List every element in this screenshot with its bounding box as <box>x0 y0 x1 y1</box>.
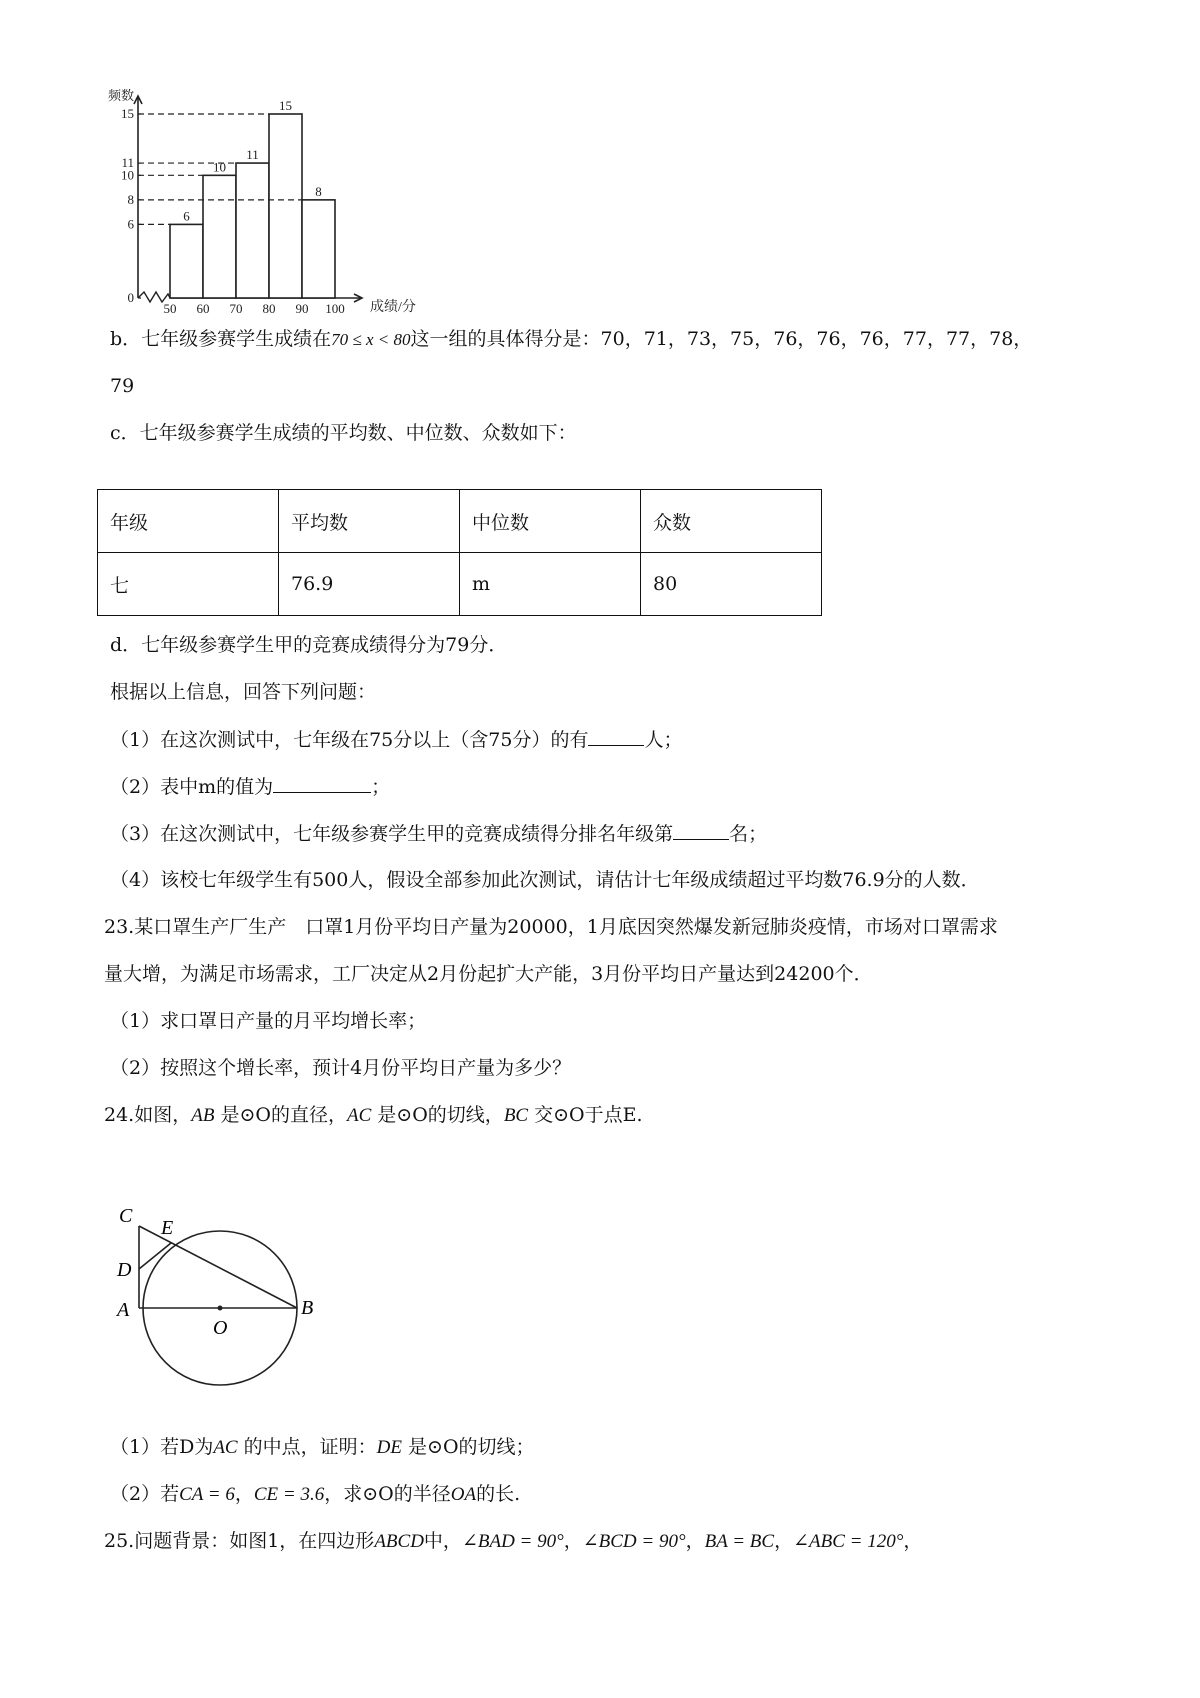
label-c: C <box>119 1205 133 1227</box>
y-tick-label: 11 <box>121 155 134 171</box>
q24-part2-c: ，求⊙O的半径 <box>324 1483 451 1505</box>
q24-part2-b: ， <box>234 1483 254 1505</box>
y-tick-label: 6 <box>127 216 134 232</box>
stats-table <box>97 489 822 616</box>
answer-blank[interactable] <box>273 774 371 793</box>
q22-part1-text: （1）在这次测试中，七年级在75分以上（含75分）的有 <box>110 729 589 751</box>
q25-stem-b: 中， <box>423 1530 462 1552</box>
q22-part1 <box>110 727 682 752</box>
q25-equal-sides: BA = BC <box>704 1531 775 1552</box>
answer-blank[interactable] <box>588 727 644 746</box>
q24-segment-bc: BC <box>503 1105 529 1126</box>
point-o <box>218 1306 223 1311</box>
chart-ylabel: 频数 <box>108 88 135 103</box>
label-d: D <box>117 1259 132 1281</box>
table-header-cell: 中位数 <box>460 490 641 553</box>
y-tick-label: 8 <box>127 191 134 207</box>
x-tick-label: 100 <box>325 301 345 316</box>
x-tick-label: 50 <box>163 301 177 316</box>
bar <box>302 200 335 298</box>
q25-stem-a: 25.问题背景：如图1，在四边形 <box>104 1530 375 1552</box>
table-header-cell: 平均数 <box>279 490 460 553</box>
table-header-cell: 年级 <box>98 490 279 553</box>
label-o: O <box>213 1317 228 1339</box>
q24-part2-oa: OA <box>450 1484 477 1505</box>
bar <box>170 224 203 298</box>
para-b-inequality: 70 ≤ x < 80 <box>331 330 411 349</box>
q24-part2-d: 的长. <box>476 1483 521 1505</box>
answer-blank[interactable] <box>673 821 729 840</box>
q23-part1: （1）求口罩日产量的月平均增长率； <box>110 1010 427 1032</box>
q25-sep: ， <box>774 1530 794 1552</box>
x-tick-label: 70 <box>229 301 243 316</box>
label-e: E <box>161 1217 174 1239</box>
segment-de <box>139 1243 171 1269</box>
q25-sep: ， <box>685 1530 705 1552</box>
y-tick-label: 0 <box>127 290 134 305</box>
bar <box>269 114 302 298</box>
q22-part3-text: （3）在这次测试中，七年级参赛学生甲的竞赛成绩得分排名年级第 <box>110 823 674 845</box>
q24-part1-de: DE <box>376 1437 402 1458</box>
label-a: A <box>117 1299 130 1321</box>
q22-part2-end: ； <box>371 776 391 798</box>
y-tick-label: 10 <box>121 167 134 183</box>
bar <box>203 175 236 298</box>
q25-sep: ， <box>903 1530 923 1552</box>
table-cell: 76.9 <box>279 553 460 616</box>
q22-part3-end: 名； <box>729 823 768 845</box>
table-header-cell: 众数 <box>641 490 822 553</box>
x-tick-label: 90 <box>295 301 309 316</box>
q25-sep: ， <box>563 1530 583 1552</box>
histogram-chart <box>100 82 460 322</box>
q25-angle-abc: ∠ABC = 120° <box>793 1531 904 1552</box>
bar <box>236 163 269 298</box>
chart-xlabel: 成绩/分 <box>370 300 416 315</box>
q22-part2 <box>110 774 390 799</box>
q24-part1-c: 是⊙O的切线； <box>401 1436 535 1458</box>
q25-stem <box>104 1529 922 1554</box>
circle-tangent-figure <box>105 1200 330 1400</box>
q24-stem-b: 是⊙O的直径， <box>214 1104 347 1126</box>
q25-angle-bcd: ∠BCD = 90° <box>582 1531 686 1552</box>
table-cell: m <box>460 553 641 616</box>
bar-value-label: 11 <box>246 147 259 163</box>
para-b-post: 这一组的具体得分是：70，71，73，75，76，76，76，77，77，78， <box>410 328 1033 350</box>
x-tick-label: 60 <box>196 301 210 316</box>
q22-part3 <box>110 821 767 846</box>
x-tick-label: 80 <box>262 301 276 316</box>
q24-part1-ac: AC <box>213 1437 238 1458</box>
q25-quad: ABCD <box>374 1531 424 1552</box>
bar-value-label: 10 <box>213 159 226 175</box>
q24-stem-c: 是⊙O的切线， <box>371 1104 504 1126</box>
q24-part2-ca: CA = 6 <box>179 1484 235 1505</box>
q24-segment-ab: AB <box>191 1105 215 1126</box>
q23-text-line1: 23.某口罩生产厂生产 口罩1月份平均日产量为20000，1月底因突然爆发新冠肺炎疫情，市场对口罩需求 <box>104 916 998 938</box>
table-row <box>98 553 822 616</box>
q24-part2 <box>110 1482 520 1507</box>
table-header-row <box>98 490 822 553</box>
para-b-cont: 79 <box>110 375 135 397</box>
q23-part2: （2）按照这个增长率，预计4月份平均日产量为多少？ <box>110 1057 572 1079</box>
q22-part4: （4）该校七年级学生有500人，假设全部参加此次测试，请估计七年级成绩超过平均数76.9分的人数． <box>110 869 980 891</box>
q23-text-line2: 量大增，为满足市场需求，工厂决定从2月份起扩大产能，3月份平均日产量达到24200个． <box>104 963 873 985</box>
q24-part2-ce: CE = 3.6 <box>253 1484 325 1505</box>
q24-part2-a: （2）若 <box>110 1483 180 1505</box>
q24-stem-a: 24.如图， <box>104 1104 192 1126</box>
q24-stem-d: 交⊙O于点E. <box>528 1104 643 1126</box>
para-c: c．七年级参赛学生成绩的平均数、中位数、众数如下： <box>110 422 577 444</box>
bar-value-label: 15 <box>279 98 292 113</box>
para-b <box>110 327 1032 352</box>
para-d: d．七年级参赛学生甲的竞赛成绩得分为79分． <box>110 634 508 656</box>
bar-value-label: 8 <box>315 183 322 199</box>
q22-part2-text: （2）表中m的值为 <box>110 776 274 798</box>
intro-text: 根据以上信息，回答下列问题： <box>110 681 377 703</box>
label-b: B <box>301 1297 314 1319</box>
q24-segment-ac: AC <box>346 1105 372 1126</box>
q24-part1 <box>110 1435 535 1460</box>
q24-part1-b: 的中点，证明： <box>237 1436 377 1458</box>
table-cell: 80 <box>641 553 822 616</box>
q25-angle-bad: ∠BAD = 90° <box>461 1531 564 1552</box>
para-b-pre: b．七年级参赛学生成绩在 <box>110 328 332 350</box>
table-cell: 七 <box>98 553 279 616</box>
bar-value-label: 6 <box>183 208 190 224</box>
q22-part1-end: 人； <box>644 729 683 751</box>
q24-stem <box>104 1103 643 1128</box>
q24-part1-a: （1）若D为 <box>110 1436 214 1458</box>
y-tick-label: 15 <box>121 106 134 121</box>
